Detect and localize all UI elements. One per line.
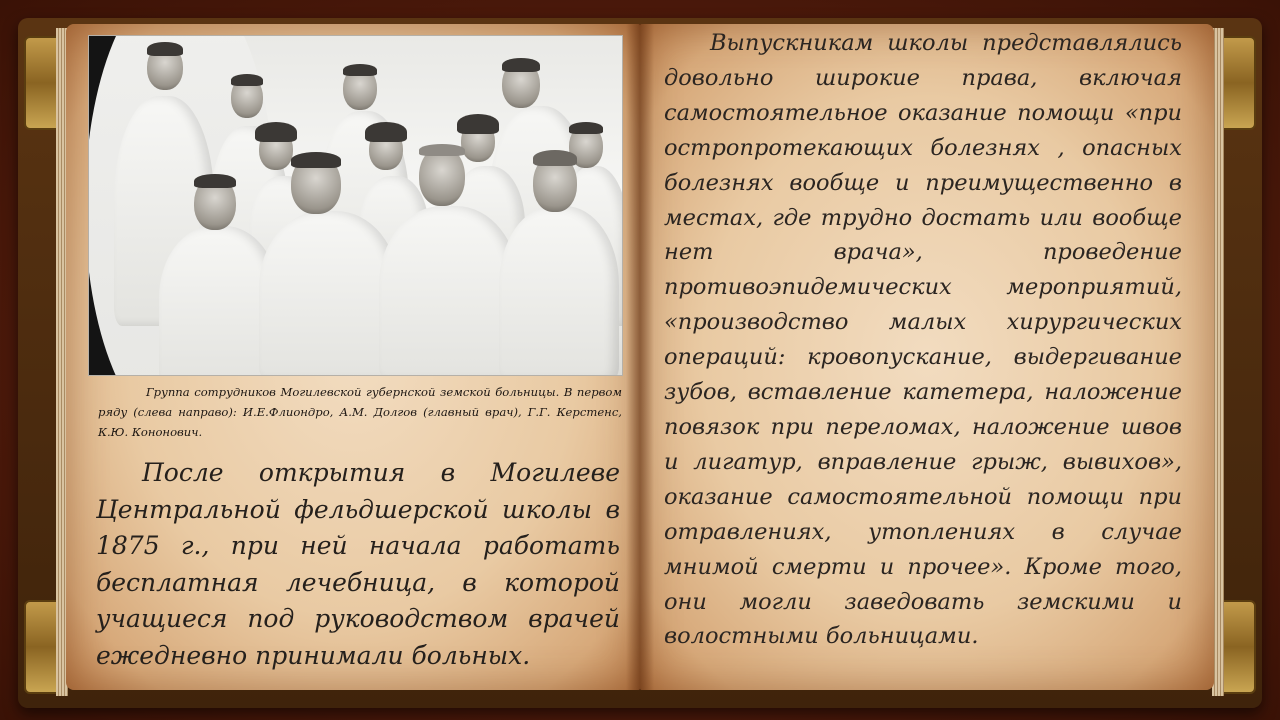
left-paragraph: После открытия в Могилеве Центральной фельдшерской школы в 1875 г., при ней начала работать бесплатная лечебница, в которой учащиеся под руководством врачей ежедневно принимали больных. <box>96 458 620 670</box>
photo-caption <box>98 382 622 442</box>
photo-caption-text: Группа сотрудников Могилевской губернской земской больницы. В первом ряду (слева направо): И.Е.Флиондро, А.М. Долгов (главный врач), Г.Г. Керстенс, К.Ю. Кононович. <box>98 385 622 439</box>
staff-photograph <box>88 35 623 376</box>
right-page-text <box>664 26 1182 654</box>
left-page-text <box>96 455 620 674</box>
book-spine <box>626 24 654 690</box>
right-paragraph: Выпускникам школы представлялись довольно широкие права, включая самостоятельное оказание помощи «при остропротекающих болезнях , опасных болезнях вообще и преимущественно в местах, где трудно достать или вообще нет врача», проведение противоэпидемических мероприятий, «производство малых хирургических операций: кровопускание, выдергивание зубов, вставление катетера, наложение повязок при переломах, наложение швов и лигатур, вправление грыж, вывихов», оказание самостоятельной помощи при отравлениях, утоплениях в случае мнимой смерти и прочее». Кроме того, они могли заведовать земскими и волостными больницами. <box>664 30 1182 650</box>
